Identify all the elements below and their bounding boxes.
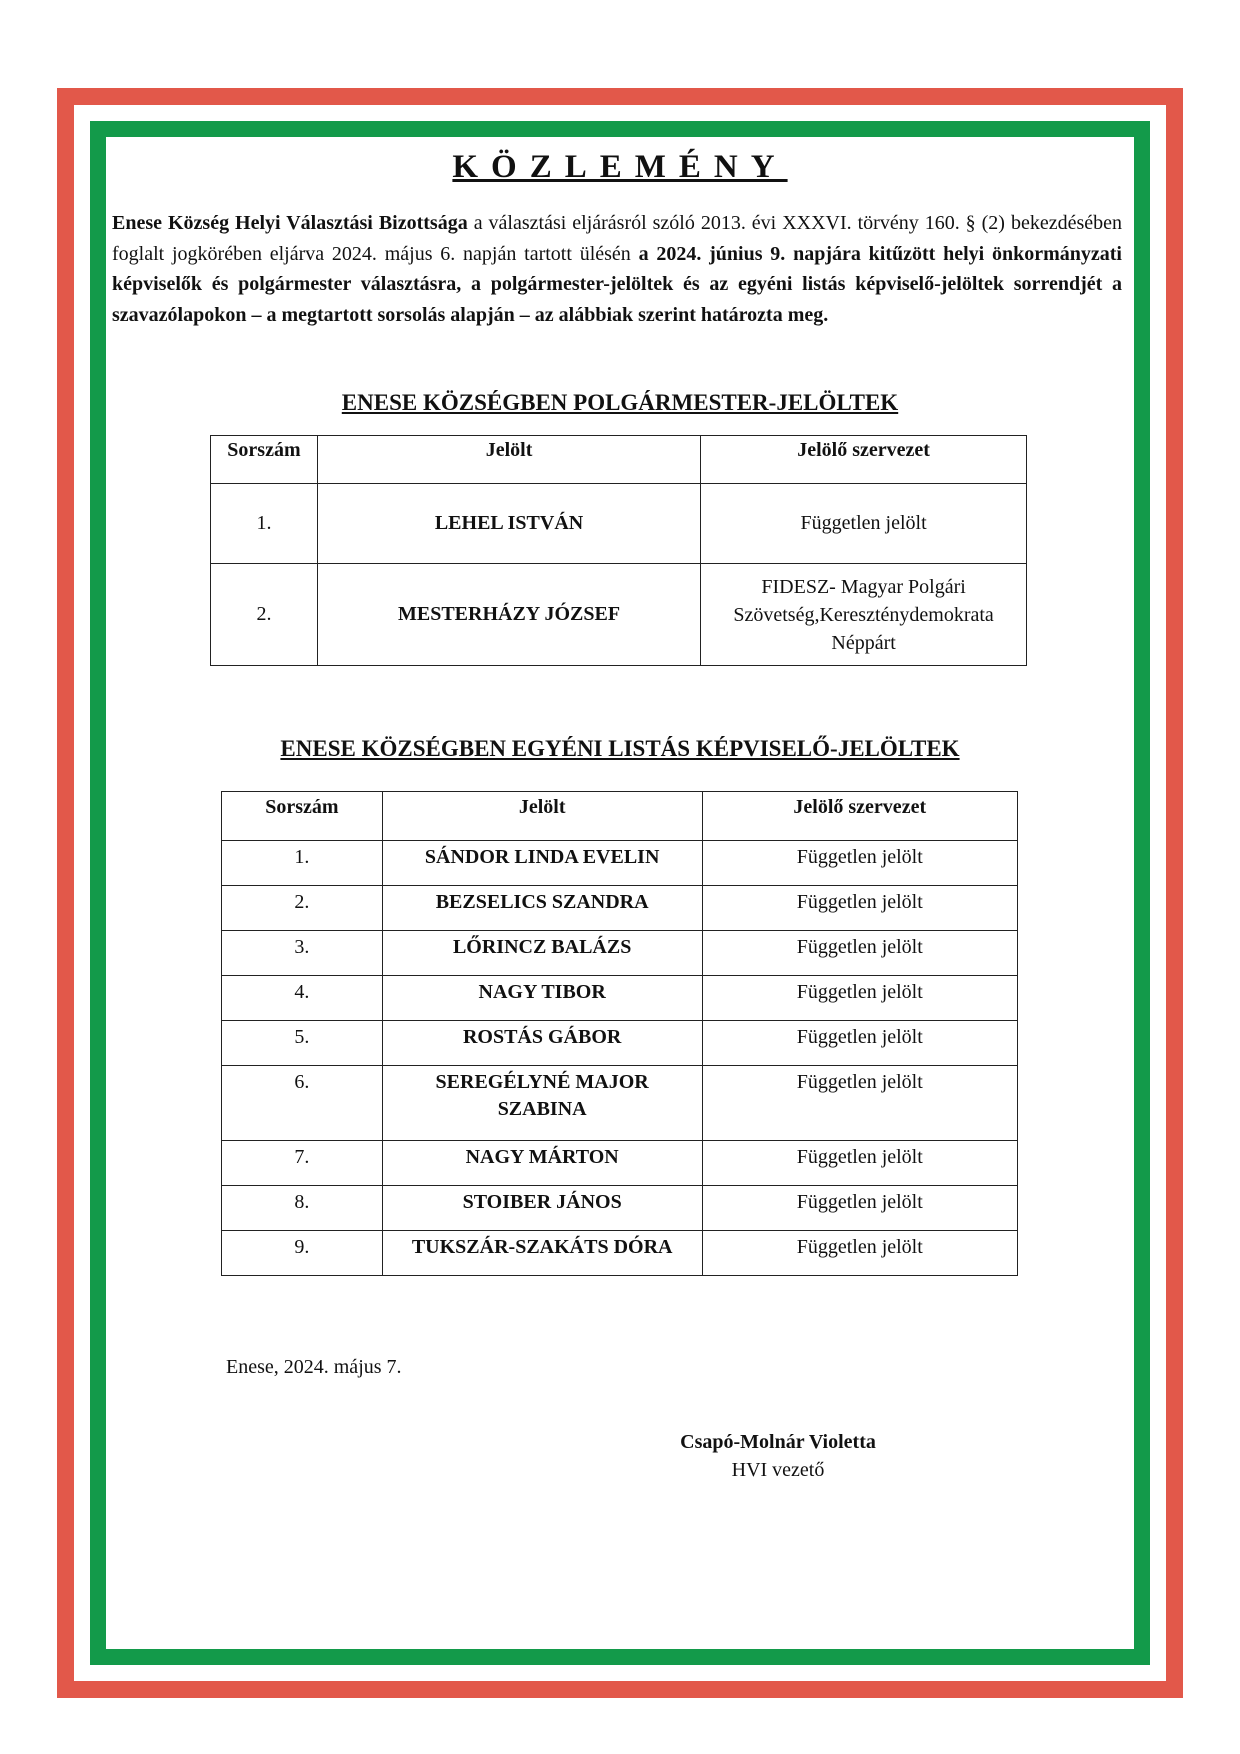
row-number: 1. [211, 484, 318, 564]
candidate-name: MESTERHÁZY JÓZSEF [317, 564, 700, 666]
header-jelolo-szervezet: Jelölő szervezet [702, 792, 1017, 841]
candidate-name: SEREGÉLYNÉ MAJOR SZABINA [382, 1066, 702, 1141]
document-title: KÖZLEMÉNY [452, 149, 788, 185]
nominating-org: Független jelölt [702, 1186, 1017, 1231]
signature-block [598, 1428, 958, 1484]
row-number: 6. [222, 1066, 383, 1141]
table-row [222, 976, 1018, 1021]
table-row [222, 931, 1018, 976]
table-row [222, 1141, 1018, 1186]
candidate-name: SÁNDOR LINDA EVELIN [382, 841, 702, 886]
nominating-org: Független jelölt [702, 1141, 1017, 1186]
table-row [222, 1066, 1018, 1141]
mayor-section-title: ENESE KÖZSÉGBEN POLGÁRMESTER-JELÖLTEK [341, 390, 899, 415]
row-number: 9. [222, 1231, 383, 1276]
table-row [222, 1021, 1018, 1066]
candidate-name: STOIBER JÁNOS [382, 1186, 702, 1231]
nominating-org: Független jelölt [702, 1231, 1017, 1276]
row-number: 2. [222, 886, 383, 931]
header-sorszam: Sorszám [222, 792, 383, 841]
table-row [211, 564, 1027, 666]
candidate-name: NAGY TIBOR [382, 976, 702, 1021]
intro-text: a választási eljárásról szóló 2013. évi XXXVI. törvény 160. § (2) bekezdésében foglalt jogkörében eljárva 2024. május 6. napján tartott ülésén [112, 212, 1122, 265]
table-row [222, 886, 1018, 931]
candidate-name: BEZSELICS SZANDRA [382, 886, 702, 931]
table-header-row [211, 436, 1027, 484]
candidate-name: TUKSZÁR-SZAKÁTS DÓRA [382, 1231, 702, 1276]
nominating-org: Független jelölt [702, 1021, 1017, 1066]
council-candidates-table [221, 791, 1018, 1276]
table-row [222, 1186, 1018, 1231]
row-number: 3. [222, 931, 383, 976]
council-section-title: ENESE KÖZSÉGBEN EGYÉNI LISTÁS KÉPVISELŐ-JELÖLTEK [280, 736, 960, 761]
candidate-name: LEHEL ISTVÁN [317, 484, 700, 564]
candidate-name: LŐRINCZ BALÁZS [382, 931, 702, 976]
candidate-name: NAGY MÁRTON [382, 1141, 702, 1186]
nominating-org: Független jelölt [702, 841, 1017, 886]
nominating-org: Független jelölt [702, 1066, 1017, 1141]
signatory-role: HVI vezető [731, 1459, 825, 1481]
nominating-org: Független jelölt [702, 931, 1017, 976]
place-and-date: Enese, 2024. május 7. [226, 1356, 402, 1378]
mayor-candidates-table [210, 435, 1027, 666]
row-number: 5. [222, 1021, 383, 1066]
signatory-name: Csapó-Molnár Violetta [680, 1431, 876, 1453]
row-number: 7. [222, 1141, 383, 1186]
header-jelolo-szervezet: Jelölő szervezet [701, 436, 1027, 484]
table-header-row [222, 792, 1018, 841]
header-sorszam: Sorszám [211, 436, 318, 484]
intro-decision: a 2024. június 9. napjára kitűzött helyi önkormányzati képviselők és polgármester választásra, a polgármester-jelöltek és az egyéni listás képviselő-jelöltek sorrendjét a szavazólapokon – a megtartott sorsolás alapján – az alábbiak szerint határozta meg. [112, 242, 1122, 326]
intro-committee-name: Enese Község Helyi Választási Bizottsága [112, 212, 468, 234]
nominating-org: Független jelölt [702, 976, 1017, 1021]
nominating-org: Független jelölt [702, 886, 1017, 931]
row-number: 4. [222, 976, 383, 1021]
table-row [222, 1231, 1018, 1276]
nominating-org: Független jelölt [701, 484, 1027, 564]
header-jelolt: Jelölt [317, 436, 700, 484]
header-jelolt: Jelölt [382, 792, 702, 841]
candidate-name: ROSTÁS GÁBOR [382, 1021, 702, 1066]
table-row [211, 484, 1027, 564]
row-number: 2. [211, 564, 318, 666]
table-row [222, 841, 1018, 886]
row-number: 1. [222, 841, 383, 886]
nominating-org: FIDESZ- Magyar Polgári Szövetség,Kereszténydemokrata Néppárt [701, 564, 1027, 666]
row-number: 8. [222, 1186, 383, 1231]
intro-paragraph [112, 208, 1122, 330]
